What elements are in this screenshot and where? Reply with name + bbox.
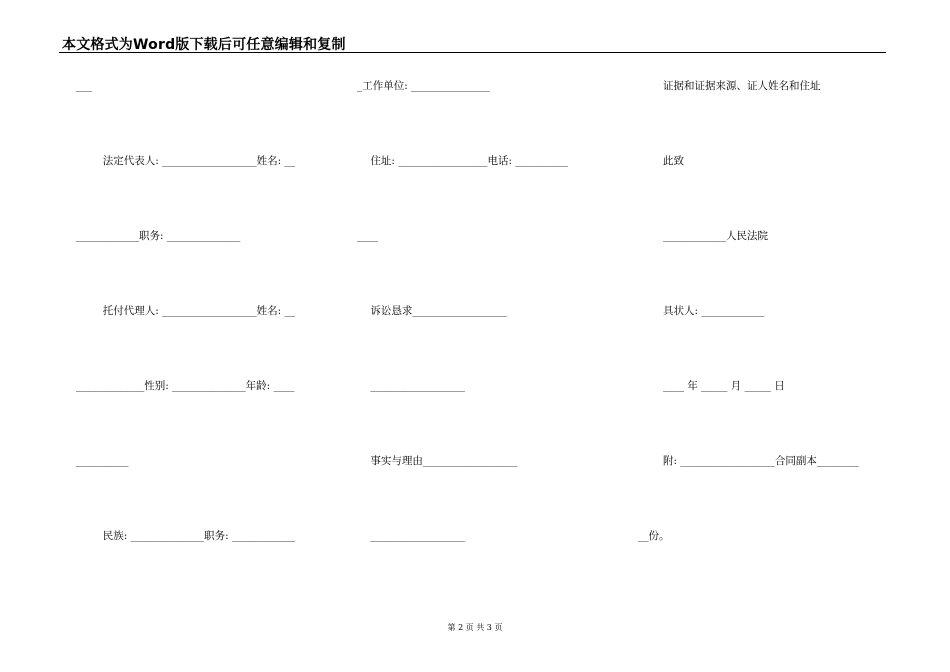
col2-line-6: 事实与理由__________________ — [357, 455, 518, 467]
col1-line-1: ___ — [76, 80, 92, 92]
col3-line-1: 证据和证据来源、证人姓名和住址 — [663, 80, 821, 92]
col1-line-7: 民族: ______________职务: ____________ — [76, 530, 295, 542]
col2-line-1: _工作单位: _______________ — [357, 80, 490, 92]
document-header: 本文格式为Word版下载后可任意编辑和复制 — [62, 37, 346, 53]
page-number: 第 2 页 共 3 页 — [447, 623, 503, 632]
col2-line-5: __________________ — [357, 380, 465, 392]
col3-line-2: 此致 — [663, 155, 684, 167]
col3-line-3: ____________人民法院 — [663, 230, 768, 242]
col3-line-5: ____ 年 _____ 月 _____ 日 — [663, 380, 785, 392]
col1-line-5: _____________性别: ______________年龄: ____ — [76, 380, 295, 392]
col2-line-3: ____ — [357, 230, 378, 242]
col3-line-6: 附: __________________合同副本________ — [663, 455, 859, 467]
header-rule — [59, 52, 886, 53]
col3-line-4: 具状人: ____________ — [663, 305, 765, 317]
col2-line-2: 住址: _________________电话: __________ — [357, 155, 568, 167]
col1-line-3: ____________职务: ______________ — [76, 230, 241, 242]
col2-line-7: __________________ — [357, 530, 465, 542]
col1-line-6: __________ — [76, 455, 129, 467]
col3-line-7: __份。 — [638, 530, 670, 542]
col1-line-2: 法定代表人: __________________姓名: __ — [76, 155, 295, 167]
col2-line-4: 诉讼恳求__________________ — [357, 305, 507, 317]
col1-line-4: 托付代理人: __________________姓名: __ — [76, 305, 295, 317]
